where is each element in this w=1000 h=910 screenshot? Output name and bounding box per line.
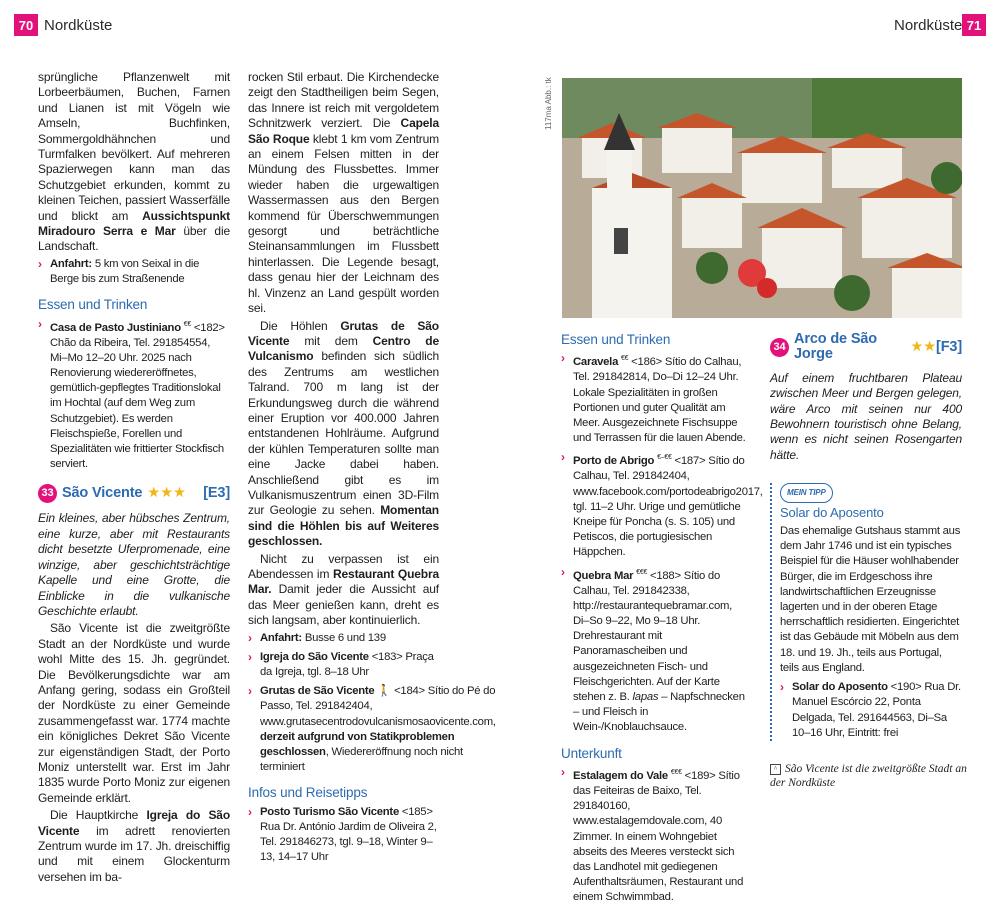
arrow-icon: › xyxy=(561,351,565,366)
page-title-right: Nordküste xyxy=(894,17,963,34)
column-1 xyxy=(38,70,230,887)
arrow-icon: › xyxy=(780,680,784,695)
arrow-icon: › xyxy=(38,256,42,271)
label: Anfahrt: xyxy=(50,257,92,270)
arrow-icon: › xyxy=(561,450,565,465)
arrow-icon: › xyxy=(38,316,42,331)
price-level: €€ xyxy=(183,320,192,328)
intro-text: Auf einem fruchtbaren Plateau zwischen Meer und Bergen gelegen, wäre Arco mit seinen nur 400 Bewohnern touristisch ohne Belang, wenn es nicht seinen Rosengarten hätte. xyxy=(770,370,962,462)
venue-name: Posto Turismo São Vicente xyxy=(260,805,399,818)
text: Die Höhlen xyxy=(260,318,341,333)
text: Praça da Igreja, tgl. 8–18 Uhr xyxy=(260,650,434,679)
text: Rua Dr. António Jardim de Oliveira 2, Tel. 291846273, tgl. 9–18, Winter 9–13, 14–17 Uhr xyxy=(260,821,437,864)
tip-box xyxy=(770,483,962,741)
text: Sítio das Feiteiras de Baixo, Tel. 291840160, www.estalagemdovale.com, 40 Zimmer. In einem Wohngebiet abseits des Meeres versteckt sich das Landhotel mit gediegenen Aufenthaltsräumen, Restaurant und einem Schwimmbad. xyxy=(573,769,744,904)
paragraph xyxy=(38,808,230,885)
text: Damit jeder die Aussicht auf das Meer genießen kann, dreht es sich langsam, aber kontinuierlich. xyxy=(248,582,439,628)
paragraph xyxy=(248,552,439,629)
venue-name: Estalagem do Vale xyxy=(573,769,668,782)
bold-text: Grutas de São Vicente xyxy=(248,318,439,348)
star-rating: ★★ xyxy=(910,338,937,355)
list-item xyxy=(248,684,496,775)
photo-caption xyxy=(770,762,975,790)
italic-text: lapas xyxy=(632,690,659,703)
ref-number: <188> xyxy=(647,569,684,582)
poi-number: 33 xyxy=(38,484,57,503)
text: Sítio do Calhau, Tel. 291842404, www.facebook.com/portodeabrigo2017, tgl. 11–2 Uhr. Urige und gemütliche Kneipe für Poncha (s. S. 105) und Petiscos, die portugiesischen Häppchen. xyxy=(573,455,763,559)
arrow-icon: › xyxy=(248,684,252,699)
page-number-right: 71 xyxy=(962,14,986,36)
text: im adrett renovierten Zentrum wurde im 17. Jh. dreischiffig und mit einem Glockenturm versehen im ba- xyxy=(38,823,230,884)
column-2 xyxy=(248,70,496,870)
venue-name: Igreja do São Vicente xyxy=(260,650,369,663)
mein-tipp-badge: MEIN TIPP xyxy=(780,483,833,502)
star-rating: ★★★ xyxy=(147,485,186,502)
price-level: €€ xyxy=(621,355,629,363)
text: Nicht zu verpassen ist ein Abendessen im xyxy=(248,551,439,581)
bold-text: Aussichtspunkt Miradouro Serra e Mar xyxy=(38,208,230,239)
caption-text: São Vicente ist die zweitgrößte Stadt an der Nordküste xyxy=(770,763,967,789)
ref-number: <182> xyxy=(191,321,225,334)
ref-number: <186> xyxy=(628,356,665,369)
venue-name: Solar do Aposento xyxy=(792,681,888,694)
list-item xyxy=(561,565,751,736)
page-number-left: 70 xyxy=(14,14,38,36)
section-heading: Unterkunft xyxy=(561,745,622,761)
label: Anfahrt: xyxy=(260,631,302,644)
list-item xyxy=(38,257,230,287)
bold-text: Momentan sind die Höhlen bis auf Weiteres geschlossen. xyxy=(248,503,439,549)
arrow-icon: › xyxy=(561,764,565,779)
paragraph xyxy=(38,70,230,255)
price-level: €€€ xyxy=(636,568,648,576)
price-level: €€€ xyxy=(670,768,682,776)
arrow-icon: › xyxy=(248,804,252,819)
intro-text: Ein kleines, aber hübsches Zentrum, eine kurze, aber mit Restaurants dicht besetzte Uferpromenade, eine winzige, aber geschichtsträchtige Kapelle und eine Grotte, die Einblicke in die vulkanische Geschichte erlaubt. xyxy=(38,511,230,618)
text: 5 km von Seixal in die Berge bis zum Straßenende xyxy=(50,257,200,286)
town-illustration xyxy=(562,78,962,318)
tip-text: Das ehemalige Gutshaus stammt aus dem Jahr 1746 und ist ein typisches Beispiel für die Häuser wohlhabender Bürger, die im Erdgeschoss ihre landwirtschaftlichen Erzeugnisse lagerten und in der oberen Etage herrschaftlich residierten. Eingerichtet ist das Gebäude mit Möbeln aus dem 18. und 19. Jh., teils aus Portugal, teils aus England. xyxy=(780,525,961,674)
arrow-icon: › xyxy=(248,649,252,664)
text: – Napfschnecken – und Fleisch in Wein-/Knoblauchsauce. xyxy=(573,690,745,734)
text: Sítio do Calhau, Tel. 291842338, http://restaurantequebramar.com, Di–So 9–22, Mo 9–18 Uhr. Drehrestaurant mit Panoramascheiben und ausgezeichneten Fisch- und Fleischgerichten. Auf der Karte stehen z. B. xyxy=(573,569,733,703)
text: Die Hauptkirche xyxy=(50,808,147,823)
poi-name: Arco de São Jorge xyxy=(794,331,877,363)
text: Chão da Ribeira, Tel. 291854554, Mi–Mo 12–20 Uhr. 2025 nach Renovierung wiedereröffnetes, gemütlich-gepflegtes Traditionslokal im Hochtal (auf dem Weg zum Schutzgebiet). Es werden Fleischspieße, Forellen und Spezialitäten wie frittierter Stockfisch serviert. xyxy=(50,336,224,471)
page-title-left: Nordküste xyxy=(44,17,113,34)
text: , Wiedereröffnung noch nicht terminiert xyxy=(260,746,463,774)
text: Sítio do Pé do Passo, Tel. 291842404, www.grutasecentrodovulcanismosaovicente.com, xyxy=(260,685,496,728)
arrow-icon: › xyxy=(561,564,565,579)
paragraph: São Vicente ist die zweitgrößte Stadt an der Nordküste und wurde wohl Mitte des 15. Jh. gegründet. Die Bevölkerungsdichte war am Anfang gering, sodass ein Großteil der Nordküste zu einer Gemeinde zusammengefasst war. 1774 machte ein königliches Dekret São Vicente zur eigenständigen Stadt, der Porto Moniz unterstellt war. Erst im Jahr 1835 wurde Porto Moniz zur eigenen Gemeinde erklärt. xyxy=(38,621,230,805)
text: mit dem xyxy=(289,333,373,348)
town-photo xyxy=(562,78,962,318)
venue-name: Porto de Abrigo xyxy=(573,455,655,468)
section-heading: Essen und Trinken xyxy=(38,297,148,313)
section-heading: Essen und Trinken xyxy=(561,332,671,347)
paragraph xyxy=(248,70,439,317)
list-item xyxy=(248,631,439,646)
section-heading: Infos und Reisetipps xyxy=(248,785,368,801)
ref-number: <189> xyxy=(681,769,719,782)
text: Busse 6 und 139 xyxy=(301,631,386,644)
ref-number: <190> xyxy=(887,681,925,694)
text: befinden sich südlich des Zentrums am westlichen Talrand. 700 m lang ist der Erkundungsweg durch die während einer Eruption vor 400.000 Jahren entstandenen Hohlräume. Aufgrund der kühlen Temperaturen sollte man eine Jacke dabei haben. Anschließend gibt es im Vulkanismuszentrum einen 3D-Film zur Geologie zu sehen. xyxy=(248,349,439,518)
text: sprüngliche Pflanzenwelt mit Lorbeerbäumen, Buchen, Farnen und Lianen ist mit Vögeln wie Amseln, Buchfinken, Sommergoldhähnchen und Turmfalken bevölkert. Auf mehreren Spazierwegen kann man das Schutzgebiet erkunden, kommt zu kleinen Teichen, passiert Wasserfälle und blickt am xyxy=(38,70,230,223)
text: rocken Stil erbaut. Die Kirchendecke zeigt den Stadtheiligen beim Segen, das Innere ist reich mit vergoldetem Schnitzwerk verziert. Die xyxy=(248,70,439,131)
grid-reference: [F3] xyxy=(936,338,962,355)
text: über die Landschaft. xyxy=(38,224,230,254)
list-item xyxy=(248,650,439,680)
bold-text: Centro de Vulcanismo xyxy=(248,333,439,364)
arrow-icon: › xyxy=(248,630,252,645)
text: klebt 1 km vom Zentrum an einem Felsen mitten in der Mündung des Flussbettes. Immer wieder haben die urgewaltigen Wassermassen aus den Bergen kommend für Überschwemmungen gesorgt und beträchtliche Steinansammlungen im Flussbett hinterlassen. Die Legende besagt, dass genau hier der Leichnam des hl. Vinzenz an Land gespült worden sei. xyxy=(248,131,439,316)
bold-text: derzeit aufgrund von Statikproblemen geschlossen xyxy=(260,730,455,759)
ref-number: <184> xyxy=(391,685,428,698)
column-3 xyxy=(561,332,763,910)
list-item xyxy=(780,680,962,741)
venue-name: Grutas de São Vicente xyxy=(260,685,375,698)
list-item xyxy=(561,450,763,560)
tip-heading: Solar do Aposento xyxy=(780,504,884,520)
poi-heading xyxy=(38,484,230,503)
venue-name: Casa de Pasto Justiniano xyxy=(50,321,181,334)
ref-number: <185> xyxy=(398,805,433,818)
poi-heading xyxy=(770,332,962,363)
ref-number: <183> xyxy=(368,650,406,663)
column-4 xyxy=(770,326,962,745)
list-item xyxy=(38,317,230,473)
photo-credit: 117ma Abb.: tk xyxy=(544,77,553,130)
poi-number: 34 xyxy=(770,338,789,357)
list-item xyxy=(248,805,439,866)
bold-text: Capela São Roque xyxy=(248,116,439,146)
list-item xyxy=(561,351,751,446)
paragraph xyxy=(248,319,439,550)
list-item xyxy=(561,765,751,906)
poi-name: São Vicente xyxy=(62,485,143,502)
price-level: €–€€ xyxy=(657,454,672,462)
text: Rua Dr. Manuel Escórcio 22, Ponta Delgada, Tel. 291644563, Di–Sa 10–16 Uhr, Eintritt: frei xyxy=(792,681,961,739)
venue-name: Caravela xyxy=(573,356,619,369)
text: Sítio do Calhau, Tel. 291842814, Do–Di 12–24 Uhr. Lokale Spezialitäten in großen Portionen und guter Qualität am Meer. Ausgezeichnete Fischsuppe und Terrassen für die lauen Abende. xyxy=(573,356,746,445)
venue-name: Quebra Mar xyxy=(573,569,634,582)
walker-icon: 🚶 xyxy=(377,685,392,698)
bold-text: Igreja do São Vicente xyxy=(38,808,230,838)
caption-arrow-icon: ^ xyxy=(770,764,781,775)
grid-reference: [E3] xyxy=(203,485,230,502)
ref-number: <187> xyxy=(671,455,709,468)
bold-text: Restaurant Quebra Mar. xyxy=(248,567,440,597)
